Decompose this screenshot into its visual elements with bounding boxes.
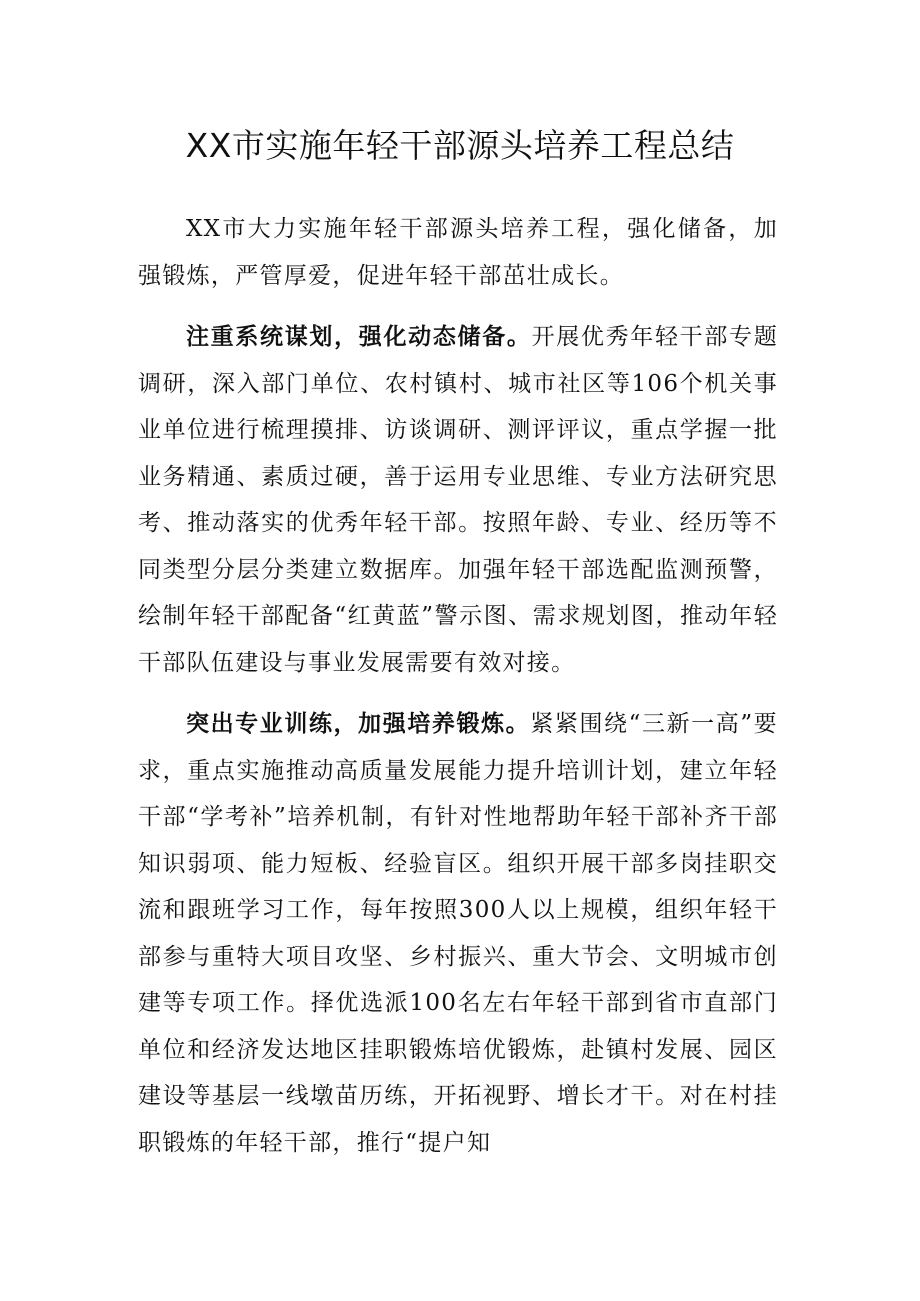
section-2-text: 紧紧围绕“三新一高”要求，重点实施推动高质量发展能力提升培训计划，建立年轻干部“学考补”培养机制，有针对性地帮助年轻干部补齐干部知识弱项、能力短板、经验盲区。组织开展干部多岗挂职交流和跟班学习工作，每年按照300人以上规模，组织年轻干部参与重特大项目攻坚、乡村振兴、重大节会、文明城市创建等专项工作。择优选派100名左右年轻干部到省市直部门单位和经济发达地区挂职锻炼培优锻炼，赴镇村发展、园区建设等基层一线墩苗历练，开拓视野、增长才干。对在村挂职锻炼的年轻干部，推行“提户知 (138, 711, 778, 1156)
section-1-text: 开展优秀年轻干部专题调研，深入部门单位、农村镇村、城市社区等106个机关事业单位进行梳理摸排、访谈调研、测评评议，重点学握一批业务精通、素质过硬，善于运用专业思维、专业方法研究思考、推动落实的优秀年轻干部。按照年龄、专业、经历等不同类型分层分类建立数据库。加强年轻干部选配监测预警，绘制年轻干部配备“红黄蓝”警示图、需求规划图，推动年轻干部队伍建设与事业发展需要有效对接。 (138, 324, 779, 676)
document-body (138, 206, 778, 1166)
section-paragraph-2 (138, 701, 778, 1166)
section-2-lead: 突出专业训练，加强培养锻炼。 (186, 710, 531, 737)
document-title: XX市实施年轻干部源头培养工程总结 (185, 126, 735, 165)
section-1-lead: 注重系统谋划，强化动态储备。 (186, 323, 532, 350)
section-paragraph-1 (138, 314, 778, 686)
intro-paragraph: XX市大力实施年轻干部源头培养工程，强化储备，加强锻炼，严管厚爱，促进年轻干部茁壮成长。 (138, 216, 778, 289)
